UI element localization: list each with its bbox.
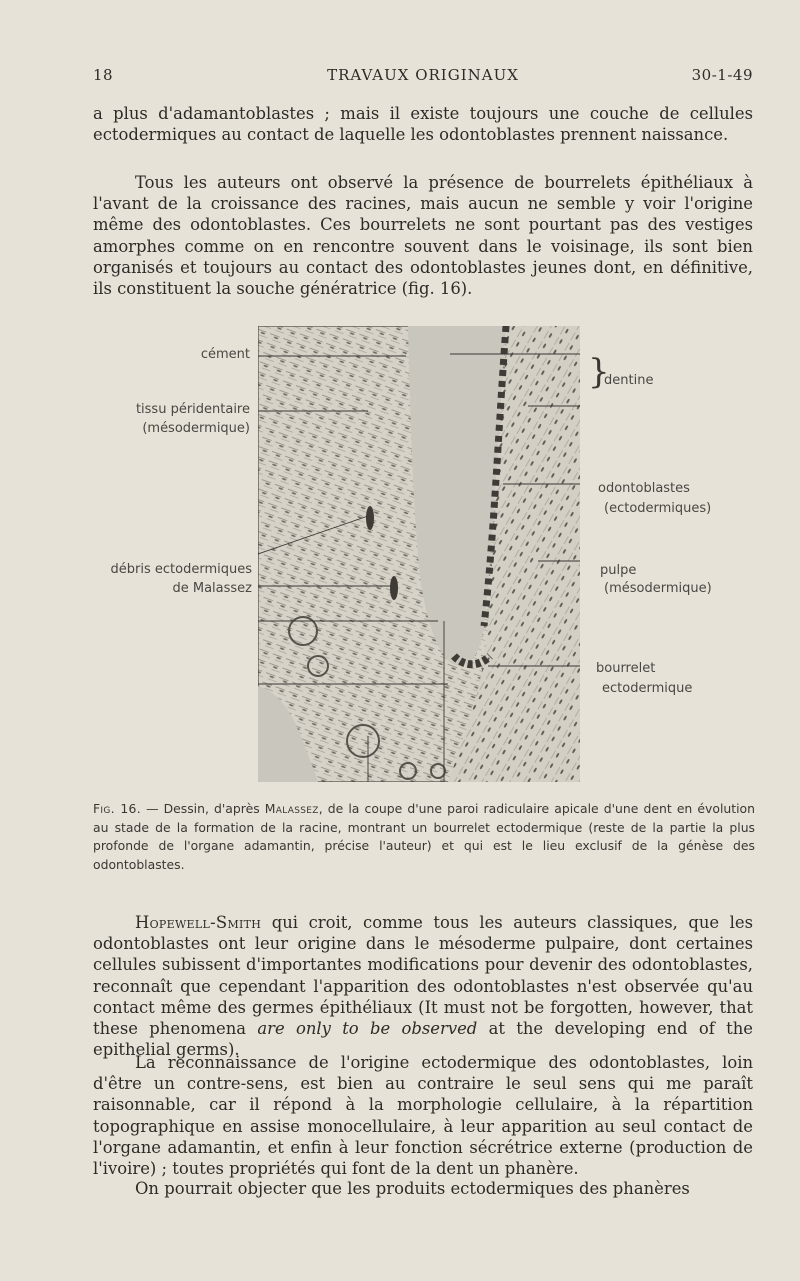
tissue-drawing xyxy=(258,326,580,782)
paragraph-4: La reconnaissance de l'origine ectodermique des odontoblastes, loin d'être un contre-sens, est bien au contraire le seul sens qui me paraît raisonnable, car il répond à la morphologie cellulaire, à la répartition topographique en assise monocellulaire, à leur apparition au seul contact de l'organe adamantin, et enfin à leur fonction sécrétrice externe (production de l'ivoire) ; toutes propriétés qui font de la dent un phanère. xyxy=(93,1053,753,1179)
paragraph-1: a plus d'adamantoblastes ; mais il existe toujours une couche de cellules ectodermiques au contact de laquelle les odontoblastes prennent naissance. xyxy=(93,104,753,145)
label-odontoblasts: odontoblastes xyxy=(598,481,690,496)
caption-text: , de la coupe d'une paroi radiculaire apicale d'une dent en évolution au stade de la formation de la racine, montrant un bourrelet ectodermique (reste de la partie la plus profonde de l'organe adamantin, précise l'auteur) et qui est le lieu exclusif de la génèse des odontoblastes. xyxy=(93,801,755,872)
page-number: 18 xyxy=(93,66,114,84)
histology-figure xyxy=(258,326,580,782)
label-bourrelet: bourrelet xyxy=(596,661,656,676)
paragraph-3 xyxy=(93,912,753,1060)
running-title: TRAVAUX ORIGINAUX xyxy=(327,66,519,84)
label-pulp-sub: (mésodermique) xyxy=(604,581,712,596)
caption-author: Malassez xyxy=(264,801,319,816)
label-dentine: dentine xyxy=(604,373,654,388)
label-pulp: pulpe xyxy=(600,563,637,578)
label-debris-sub: de Malassez xyxy=(172,581,252,596)
label-odontoblasts-sub: (ectodermiques) xyxy=(604,501,712,516)
label-cement: cément xyxy=(200,347,250,362)
label-periodontal-tissue-sub: (mésodermique) xyxy=(142,421,250,436)
paragraph-3-italic: are only to be observed xyxy=(257,1019,478,1039)
caption-dash: — Dessin, d'après xyxy=(140,801,265,816)
author-name: Hopewell-Smith xyxy=(135,913,262,932)
running-header xyxy=(93,66,753,86)
paragraph-3-end: at the developing end of the epithelial germs). xyxy=(93,1019,753,1060)
issue-date: 30-1-49 xyxy=(691,66,753,84)
label-bourrelet-sub: ectodermique xyxy=(602,681,693,696)
dentine-brace: } xyxy=(588,352,610,392)
paragraph-3-text: qui croit, comme tous les auteurs classiques, que les odontoblastes ont leur origine dans le mésoderme pulpaire, dont certaines cellules subissent d'importantes modifications pour devenir des odontoblastes, reconnaît que cependant l'apparition des odontoblastes n'est observée qu'au contact même des germes épithéliaux (It must not be forgotten, however, that these phenomena xyxy=(93,913,753,1039)
caption-fig-label: Fig. 16. xyxy=(93,801,141,816)
paragraph-2: Tous les auteurs ont observé la présence de bourrelets épithéliaux à l'avant de la croissance des racines, mais aucun ne semble y voir l'origine même des odontoblastes. Ces bourrelets ne sont pourtant pas des vestiges amorphes comme on en rencontre souvent dans le voisinage, ils sont bien organisés et toujours au contact des odontoblastes jeunes dont, en définitive, ils constituent la souche génératrice (fig. 16). xyxy=(93,173,753,299)
paragraph-5: On pourrait objecter que les produits ectodermiques des phanères xyxy=(135,1179,690,1198)
figure-caption xyxy=(93,800,755,874)
label-periodontal-tissue: tissu péridentaire xyxy=(135,402,250,417)
label-debris: débris ectodermiques xyxy=(110,562,252,577)
